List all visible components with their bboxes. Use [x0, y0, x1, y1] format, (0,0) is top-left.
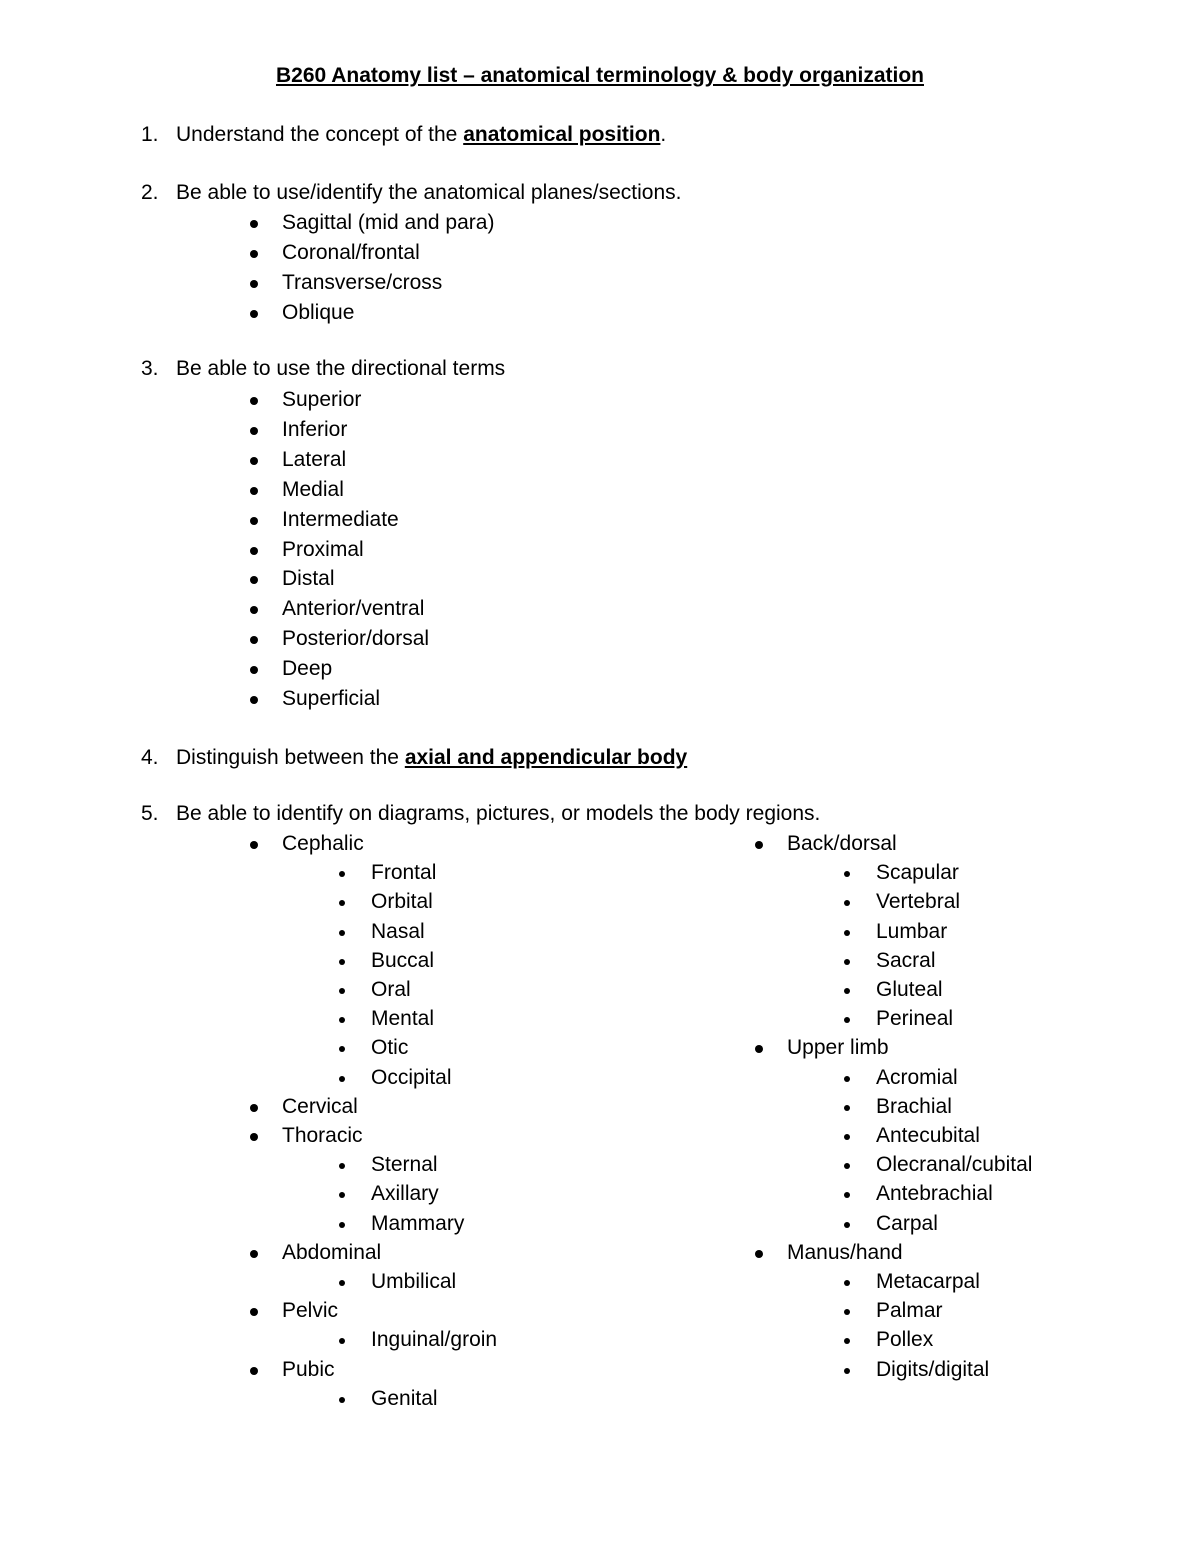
bullet-label: Sacral: [876, 948, 936, 972]
bullet-label: Posterior/dorsal: [282, 627, 430, 651]
bullet-icon: [250, 1104, 258, 1112]
item-number: 1.: [141, 123, 159, 146]
bullet-icon: [250, 1133, 258, 1141]
bullet-icon: [339, 930, 345, 936]
bullet-icon: [339, 1046, 345, 1052]
bullet-icon: [250, 1250, 258, 1258]
bullet-label: Thoracic: [282, 1124, 363, 1147]
bullet-label: Anterior/ventral: [282, 597, 425, 621]
bullet-label: Coronal/frontal: [282, 240, 420, 264]
emphasized-term: anatomical position: [463, 123, 661, 146]
bullet-label: Cervical: [282, 1094, 358, 1118]
bullet-icon: [844, 930, 850, 936]
bullet-icon: [250, 841, 258, 849]
bullet-label: Inguinal/groin: [371, 1328, 498, 1352]
bullet-icon: [250, 280, 258, 288]
bullet-label: Superior: [282, 388, 362, 411]
item-number: 3.: [141, 357, 159, 380]
bullet-label: Metacarpal: [876, 1270, 980, 1293]
bullet-icon: [250, 636, 258, 644]
bullet-label: Oblique: [282, 300, 355, 324]
bullet-icon: [250, 397, 258, 405]
bullet-label: Nasal: [371, 919, 425, 943]
item-text: Distinguish between the axial and appendicular body: [176, 746, 688, 769]
bullet-label: Inferior: [282, 417, 348, 441]
bullet-icon: [250, 696, 258, 704]
bullet-icon: [250, 457, 258, 465]
item-text: Be able to use/identify the anatomical planes/sections.: [176, 181, 682, 204]
bullet-label: Cephalic: [282, 832, 364, 855]
bullet-icon: [844, 1222, 850, 1228]
bullet-label: Digits/digital: [876, 1357, 990, 1381]
bullet-icon: [755, 1250, 763, 1258]
bullet-icon: [250, 427, 258, 435]
bullet-label: Orbital: [371, 890, 433, 914]
bullet-label: Mammary: [371, 1211, 465, 1235]
bullet-icon: [339, 1017, 345, 1023]
bullet-icon: [339, 1192, 345, 1198]
bullet-icon: [250, 547, 258, 555]
bullet-icon: [844, 1017, 850, 1023]
bullet-icon: [755, 841, 763, 849]
bullet-label: Oral: [371, 978, 411, 1001]
bullet-label: Acromial: [876, 1065, 958, 1089]
bullet-icon: [250, 517, 258, 525]
document-title: B260 Anatomy list – anatomical terminology & body organization: [275, 64, 924, 87]
item-number: 4.: [141, 746, 159, 769]
bullet-icon: [844, 1134, 850, 1140]
bullet-label: Medial: [282, 477, 344, 501]
bullet-label: Axillary: [371, 1182, 439, 1206]
bullet-icon: [755, 1045, 763, 1053]
bullet-label: Upper limb: [787, 1036, 889, 1060]
bullet-icon: [250, 576, 258, 584]
item-number: 5.: [141, 802, 159, 825]
bullet-label: Vertebral: [876, 890, 961, 914]
item-text: Understand the concept of the anatomical position.: [176, 123, 667, 146]
bullet-label: Mental: [371, 1007, 435, 1031]
bullet-icon: [250, 310, 258, 318]
bullet-label: Gluteal: [876, 978, 943, 1001]
bullet-icon: [844, 900, 850, 906]
bullet-icon: [844, 1192, 850, 1198]
bullet-icon: [339, 1076, 345, 1082]
bullet-label: Pubic: [282, 1357, 335, 1381]
bullet-label: Buccal: [371, 948, 435, 972]
bullet-label: Antecubital: [876, 1124, 980, 1147]
bullet-icon: [339, 871, 345, 877]
bullet-label: Superficial: [282, 687, 381, 710]
bullet-icon: [844, 1163, 850, 1169]
bullet-label: Perineal: [876, 1007, 954, 1031]
bullet-icon: [844, 988, 850, 994]
bullet-label: Back/dorsal: [787, 832, 897, 855]
item-number: 2.: [141, 181, 159, 204]
bullet-label: Sternal: [371, 1153, 438, 1177]
bullet-icon: [339, 1397, 345, 1403]
bullet-icon: [339, 959, 345, 965]
bullet-icon: [250, 666, 258, 674]
bullet-icon: [250, 250, 258, 258]
bullet-label: Deep: [282, 657, 333, 681]
bullet-label: Antebrachial: [876, 1182, 993, 1206]
item-text: Be able to identify on diagrams, pictures, or models the body regions.: [176, 802, 821, 825]
bullet-icon: [844, 1280, 850, 1286]
bullet-icon: [339, 1338, 345, 1344]
bullet-icon: [844, 1368, 850, 1374]
bullet-icon: [339, 988, 345, 994]
bullet-label: Distal: [282, 567, 335, 591]
bullet-label: Otic: [371, 1036, 409, 1060]
bullet-label: Pelvic: [282, 1299, 339, 1323]
bullet-icon: [250, 487, 258, 495]
bullet-label: Brachial: [876, 1094, 952, 1118]
bullet-label: Genital: [371, 1386, 438, 1410]
bullet-label: Intermediate: [282, 507, 399, 531]
bullet-label: Pollex: [876, 1328, 934, 1352]
bullet-label: Lumbar: [876, 919, 948, 943]
bullet-icon: [339, 1222, 345, 1228]
bullet-icon: [844, 1338, 850, 1344]
bullet-icon: [844, 959, 850, 965]
bullet-label: Palmar: [876, 1299, 943, 1323]
emphasized-term: axial and appendicular body: [404, 746, 688, 769]
bullet-icon: [339, 1163, 345, 1169]
bullet-icon: [250, 1308, 258, 1316]
bullet-label: Proximal: [282, 537, 364, 561]
bullet-label: Occipital: [371, 1065, 452, 1089]
bullet-icon: [844, 871, 850, 877]
bullet-icon: [250, 220, 258, 228]
bullet-label: Sagittal (mid and para): [282, 211, 495, 234]
bullet-label: Abdominal: [282, 1240, 382, 1264]
bullet-label: Transverse/cross: [282, 270, 443, 294]
bullet-label: Frontal: [371, 861, 437, 885]
bullet-label: Manus/hand: [787, 1240, 903, 1264]
bullet-icon: [339, 900, 345, 906]
bullet-icon: [339, 1280, 345, 1286]
bullet-icon: [844, 1105, 850, 1111]
item-text: Be able to use the directional terms: [176, 357, 506, 380]
bullet-label: Lateral: [282, 447, 347, 471]
bullet-icon: [844, 1076, 850, 1082]
bullet-label: Scapular: [876, 861, 959, 885]
bullet-label: Umbilical: [371, 1270, 457, 1293]
bullet-label: Carpal: [876, 1211, 938, 1235]
bullet-label: Olecranal/cubital: [876, 1153, 1033, 1177]
bullet-icon: [250, 1367, 258, 1375]
bullet-icon: [844, 1309, 850, 1315]
bullet-icon: [250, 606, 258, 614]
